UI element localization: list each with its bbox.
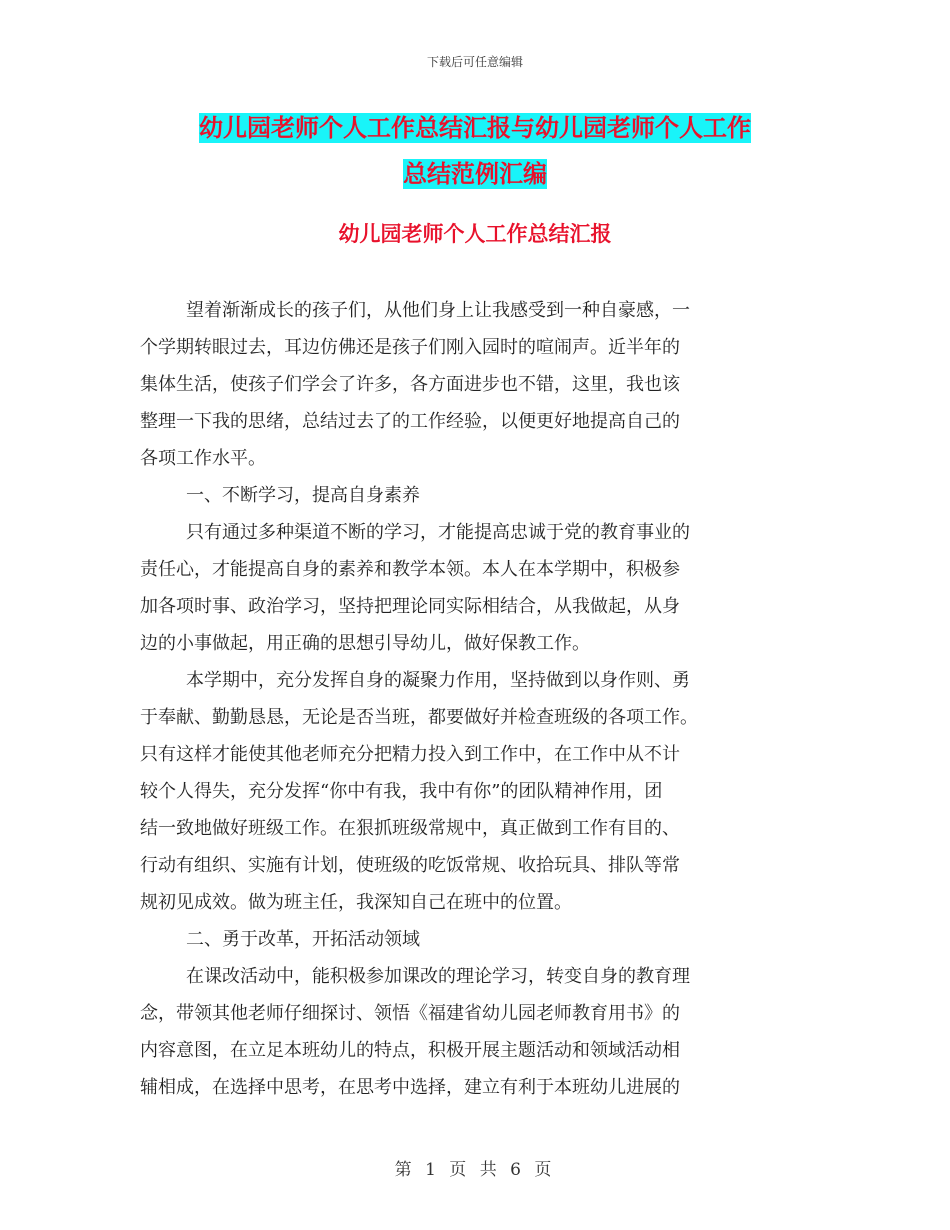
document-title-line-1: 幼儿园老师个人工作总结汇报与幼儿园老师个人工作 xyxy=(199,114,751,142)
paragraph-line: 加各项时事、政治学习，坚持把理论同实际相结合，从我做起，从身 xyxy=(140,596,680,617)
paragraph-line: 边的小事做起，用正确的思想引导幼儿，做好保教工作。 xyxy=(140,633,590,654)
paragraph-line: 只有这样才能使其他老师充分把精力投入到工作中，在工作中从不计 xyxy=(140,744,680,765)
paragraph-line: 较个人得失，充分发挥“你中有我，我中有你”的团队精神作用，团 xyxy=(140,781,663,802)
document-title-line-2: 总结范例汇编 xyxy=(403,160,547,188)
paragraph-line: 各项工作水平。 xyxy=(140,448,266,469)
page-footer: 第 1 页 共 6 页 xyxy=(394,1160,556,1180)
paragraph-line: 整理一下我的思绪，总结过去了的工作经验，以便更好地提高自己的 xyxy=(140,411,680,432)
paragraph-line: 只有通过多种渠道不断的学习，才能提高忠诚于党的教育事业的 xyxy=(186,522,690,543)
paragraph-line: 念，带领其他老师仔细探讨、领悟《福建省幼儿园老师教育用书》的 xyxy=(140,1003,680,1024)
paragraph-line: 责任心，才能提高自身的素养和教学本领。本人在本学期中，积极参 xyxy=(140,559,680,580)
paragraph-line: 个学期转眼过去，耳边仿佛还是孩子们刚入园时的喧闹声。近半年的 xyxy=(140,337,680,358)
paragraph-line: 行动有组织、实施有计划，使班级的吃饭常规、收拾玩具、排队等常 xyxy=(140,855,680,876)
paragraph-line: 本学期中，充分发挥自身的凝聚力作用，坚持做到以身作则、勇 xyxy=(186,670,690,691)
subheading: 一、不断学习，提高自身素养 xyxy=(186,485,420,506)
header-note: 下载后可任意编辑 xyxy=(426,55,523,69)
paragraph-line: 内容意图，在立足本班幼儿的特点，积极开展主题活动和领域活动相 xyxy=(140,1040,680,1061)
paragraph-line: 辅相成，在选择中思考，在思考中选择，建立有利于本班幼儿进展的 xyxy=(140,1077,680,1098)
paragraph-line: 望着渐渐成长的孩子们，从他们身上让我感受到一种自豪感，一 xyxy=(186,300,690,321)
document-body xyxy=(140,292,815,1106)
paragraph-line: 集体生活，使孩子们学会了许多，各方面进步也不错，这里，我也该 xyxy=(140,374,680,395)
paragraph-line: 规初见成效。做为班主任，我深知自己在班中的位置。 xyxy=(140,892,572,913)
paragraph-line: 结一致地做好班级工作。在狠抓班级常规中，真正做到工作有目的、 xyxy=(140,818,680,839)
subheading: 二、勇于改革，开拓活动领域 xyxy=(186,929,420,950)
section-title: 幼儿园老师个人工作总结汇报 xyxy=(338,222,612,246)
paragraph-line: 在课改活动中，能积极参加课改的理论学习，转变自身的教育理 xyxy=(186,966,690,987)
paragraph-line: 于奉献、勤勤恳恳，无论是否当班，都要做好并检查班级的各项工作。 xyxy=(140,707,698,728)
